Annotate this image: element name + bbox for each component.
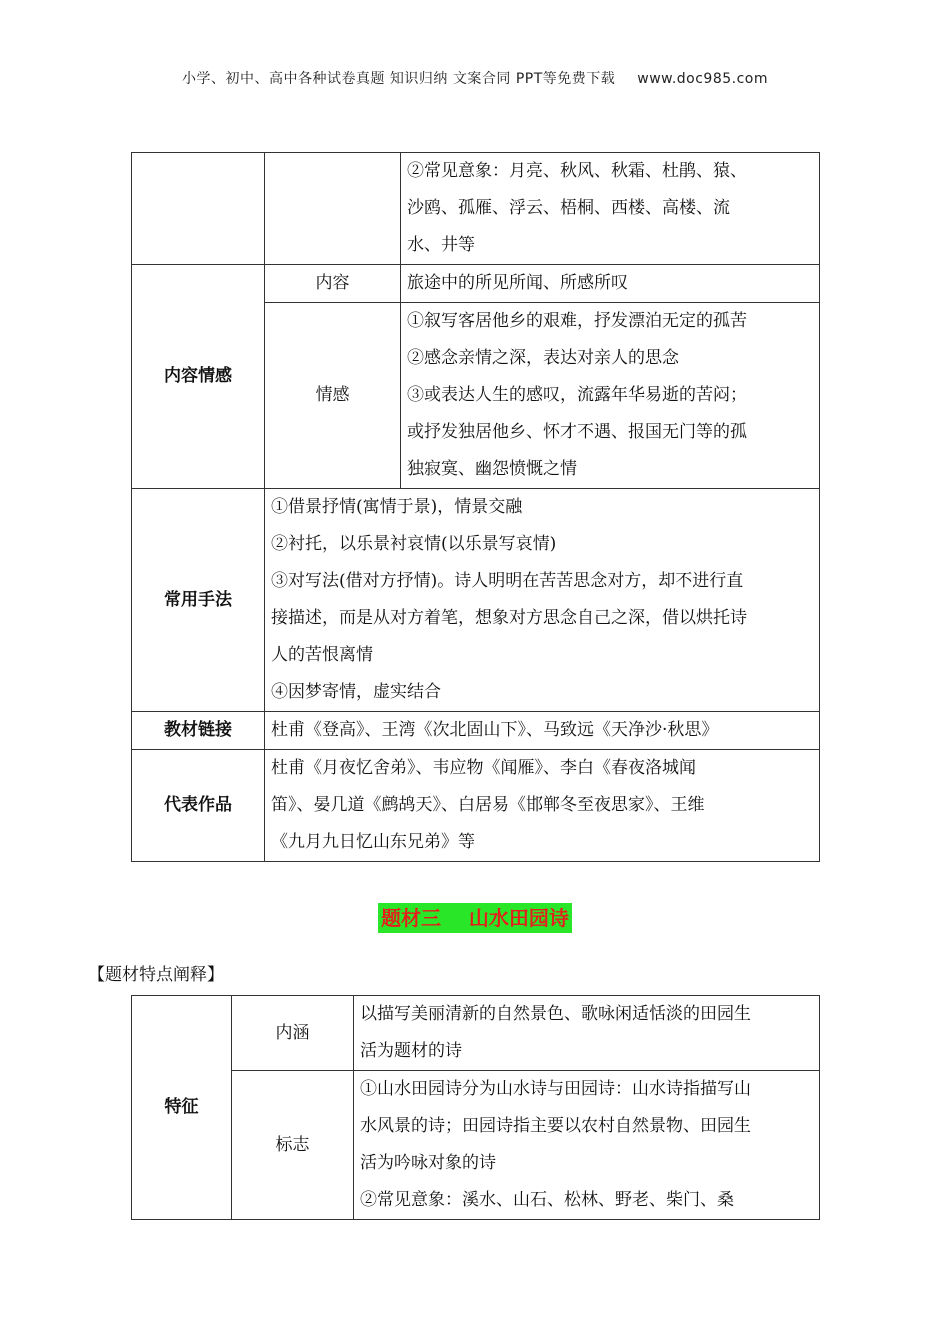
header-text: 小学、初中、高中各种试卷真题 知识归纳 文案合同 PPT等免费下载 [181, 71, 616, 87]
emotion-cell [401, 303, 820, 489]
table-row [132, 1071, 820, 1220]
section-title-text: 题材三 山水田园诗 [378, 903, 572, 933]
imagery-line: 沙鸥、孤雁、浮云、梧桐、西楼、高楼、流 [407, 198, 730, 218]
emotion-line: ①叙写客居他乡的艰难，抒发漂泊无定的孤苦 [407, 311, 747, 331]
table-row [132, 265, 820, 303]
technique-line: ④因梦寄情，虚实结合 [271, 682, 441, 702]
feature-label: 特征 [132, 996, 232, 1220]
table-row [132, 712, 820, 750]
content-label: 内容 [265, 265, 401, 303]
emotion-line: 或抒发独居他乡、怀才不遇、报国无门等的孤 [407, 422, 747, 442]
connotation-line: 活为题材的诗 [360, 1041, 462, 1061]
header-site[interactable]: www.doc985.com [637, 71, 769, 87]
empty-cell [265, 153, 401, 265]
connotation-label: 内涵 [232, 996, 354, 1071]
mark-line: ①山水田园诗分为山水诗与田园诗：山水诗指描写山 [360, 1079, 751, 1099]
technique-line: ③对写法(借对方抒情)。诗人明明在苦苦思念对方，却不进行直 [271, 571, 744, 591]
connotation-cell [354, 996, 820, 1071]
works-line: 笛》、晏几道《鹧鸪天》、白居易《邯郸冬至夜思家》、王维 [271, 795, 705, 815]
table-row [132, 153, 820, 265]
table-row [132, 489, 820, 712]
imagery-line: ②常见意象：月亮、秋风、秋霜、杜鹃、猿、 [407, 161, 747, 181]
mark-line: 活为吟咏对象的诗 [360, 1153, 496, 1173]
connotation-line: 以描写美丽清新的自然景色、歌咏闲适恬淡的田园生 [360, 1004, 751, 1024]
technique-line: 接描述，而是从对方着笔，想象对方思念自己之深，借以烘托诗 [271, 608, 747, 628]
textbook-label: 教材链接 [132, 712, 265, 750]
emotion-line: ③或表达人生的感叹，流露年华易逝的苦闷； [407, 385, 747, 405]
works-cell [265, 750, 820, 862]
textbook-line: 杜甫《登高》、王湾《次北固山下》、马致远《天净沙·秋思》 [271, 720, 719, 740]
table-row [132, 996, 820, 1071]
page-header [0, 68, 950, 88]
landscape-poem-table [131, 995, 820, 1220]
homesick-poem-table [131, 152, 820, 862]
technique-line: 人的苦恨离情 [271, 645, 373, 665]
imagery-line: 水、井等 [407, 235, 475, 255]
table-row [132, 750, 820, 862]
technique-cell [265, 489, 820, 712]
technique-line: ①借景抒情(寓情于景)，情景交融 [271, 497, 523, 517]
mark-label: 标志 [232, 1071, 354, 1220]
imagery-cell [401, 153, 820, 265]
emotion-line: 独寂寞、幽怨愤慨之情 [407, 459, 577, 479]
technique-label: 常用手法 [132, 489, 265, 712]
mark-line: ②常见意象：溪水、山石、松林、野老、柴门、桑 [360, 1190, 734, 1210]
works-line: 杜甫《月夜忆舍弟》、韦应物《闻雁》、李白《春夜洛城闻 [271, 758, 696, 778]
section-subheading: 【题材特点阐释】 [88, 965, 224, 985]
works-line: 《九月九日忆山东兄弟》等 [271, 832, 475, 852]
textbook-cell [265, 712, 820, 750]
technique-line: ②衬托，以乐景衬哀情(以乐景写哀情) [271, 534, 557, 554]
empty-cell [132, 153, 265, 265]
content-emotion-label: 内容情感 [132, 265, 265, 489]
mark-line: 水风景的诗；田园诗指主要以农村自然景物、田园生 [360, 1116, 751, 1136]
emotion-line: ②感念亲情之深，表达对亲人的思念 [407, 348, 679, 368]
content-line: 旅途中的所见所闻、所感所叹 [407, 273, 628, 293]
emotion-label: 情感 [265, 303, 401, 489]
content-text [401, 265, 820, 303]
section-title [0, 903, 950, 933]
works-label: 代表作品 [132, 750, 265, 862]
mark-cell [354, 1071, 820, 1220]
